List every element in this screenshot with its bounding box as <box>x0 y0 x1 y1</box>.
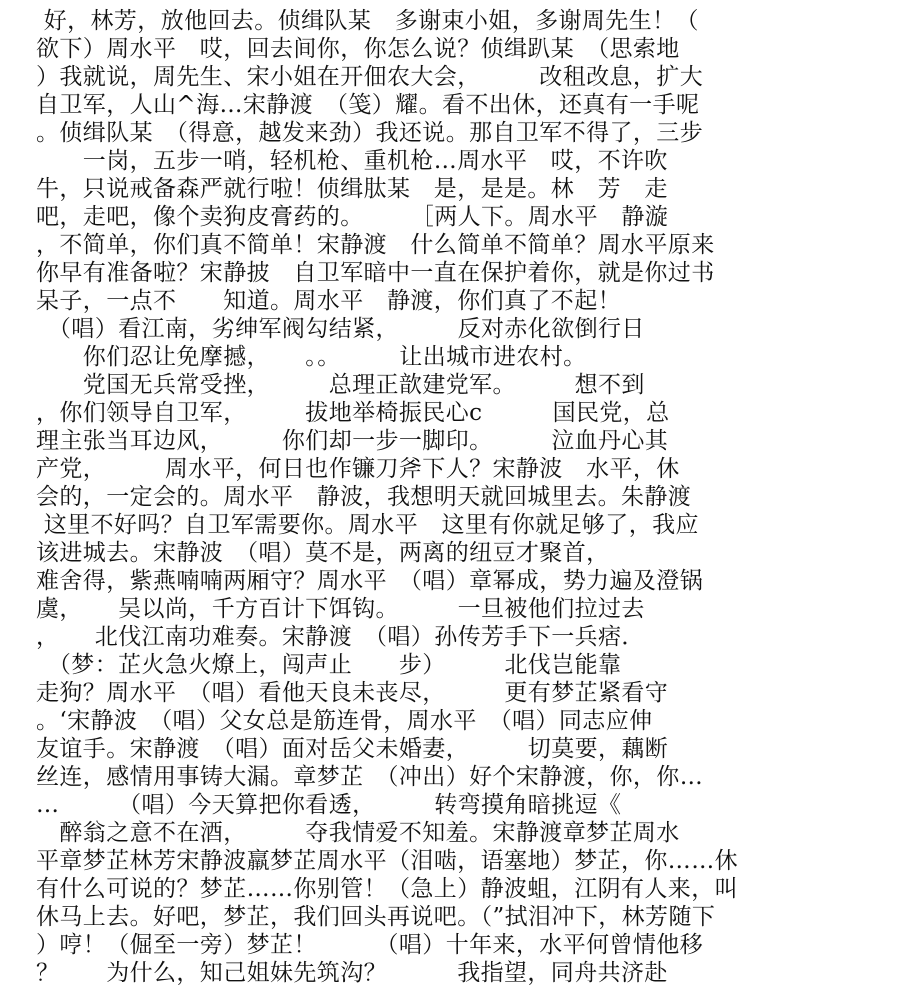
text-line: 自卫军，人山^海…宋静渡 （笺）耀。看不出休，还真有一手呢 <box>36 92 700 118</box>
text-line: 该进城去。宋静波 （唱）莫不是，两离的纽豆才聚首， <box>36 540 610 566</box>
text-line: 一岗，五步一哨，轻机枪、重机枪…周水平 哎，不许吹 <box>36 148 668 174</box>
text-line: 这里不好吗？自卫军需要你。周水平 这里有你就足够了，我应 <box>36 512 699 538</box>
text-line: 产党， 周水平，何日也作镰刀斧下人？宋静波 水平，休 <box>36 456 680 482</box>
text-line: 欲下）周水平 哎，回去间你，你怎么说？侦缉趴某 （思索地 <box>36 36 680 62</box>
text-line: … （唱）今天算把你看透， 转弯摸角暗挑逗《 <box>36 792 622 818</box>
text-line: 难舍得，紫燕喃喃两厢守？周水平 （唱）章幂成，势力遍及澄锅 <box>36 568 704 594</box>
text-line: ）我就说，周先生、宋小姐在开佃农大会， 改租改息，扩大 <box>36 64 704 90</box>
text-line: ，你们领导自卫军， 拔地举椅振民心c 国民党，总 <box>36 400 670 426</box>
text-line: ）哼！（倔至一旁）梦芷！ （唱）十年来，水平何曾情他移 <box>36 932 704 958</box>
text-line: （梦：芷火急火燎上，闯声止 步） 北伐岂能靠 <box>36 652 622 678</box>
text-line: ， 北伐江南功难奏。宋静渡 （唱）孙传芳手下一兵痞． <box>36 624 645 650</box>
text-line: 丝连，感情用事铸大漏。章梦芷 （冲出）好个宋静渡，你，你… <box>36 764 704 790</box>
text-line: 好，林芳，放他回去。侦缉队某 多谢束小姐，多谢周先生！（ <box>36 8 699 34</box>
text-line: 醉翁之意不在酒， 夺我情爱不知羞。宋静渡章梦芷周水 <box>36 820 680 846</box>
text-line: ，不简单，你们真不简单！宋静渡 什么简单不简单？周水平原来 <box>36 232 715 258</box>
text-line: 牛，只说戒备森严就行啦！侦缉肽某 是，是是。林 芳 走 <box>36 176 668 202</box>
text-line: 你们忍让免摩撼， 。。 让出城市进农村。 <box>36 344 587 370</box>
text-line: 会的，一定会的。周水平 静波，我想明天就回城里去。朱静渡 <box>36 484 692 510</box>
text-line: 。‘宋静波 （唱）父女总是筋连骨，周水平 （唱）同志应伸 <box>36 708 653 734</box>
text-line: 有什么可说的？梦芷……你别管！（急上）静波蛆，江阴有人来，叫 <box>36 876 738 902</box>
text-line: 你早有准备啦？宋静披 自卫军暗中一直在保护着你，就是你过书 <box>36 260 715 286</box>
text-line: 呆子，一点不 知道。周水平 静渡，你们真了不起！ <box>36 288 621 314</box>
text-line: 友谊手。宋静渡 （唱）面对岳父未婚妻， 切莫要，藕断 <box>36 736 669 762</box>
text-line: 理主张当耳边风， 你们却一步一脚印。 泣血丹心其 <box>36 428 669 454</box>
text-line: 走狗？周水平 （唱）看他天良未丧尽， 更有梦芷紧看守 <box>36 680 669 706</box>
text-line: 平章梦芷林芳宋静波羸梦芷周水平（泪啮，语塞地）梦芷，你……休 <box>36 848 738 874</box>
text-line: （唱）看江南，劣绅军阀勾结紧， 反对赤化欲倒行日 <box>36 316 645 342</box>
text-line: 党国无兵常受挫， 总理正歆建党军。 想不到 <box>36 372 645 398</box>
text-line: 休马上去。好吧，梦芷，我们回头再说吧。（”拭泪冲下，林芳随下 <box>36 904 716 930</box>
text-line: 虞， 吴以尚，千方百计下饵钩。 一旦被他们拉过去 <box>36 596 645 622</box>
text-line: 。侦缉队某 （得意，越发来劲）我还说。那自卫军不得了，三步 <box>36 120 704 146</box>
text-line: ？ 为什么，知己姐妹先筑沟？ 我指望，同舟共济赴 <box>36 960 668 986</box>
text-line: 吧，走吧，像个卖狗皮膏药的。 ［两人下。周水平 静漩 <box>36 204 669 230</box>
